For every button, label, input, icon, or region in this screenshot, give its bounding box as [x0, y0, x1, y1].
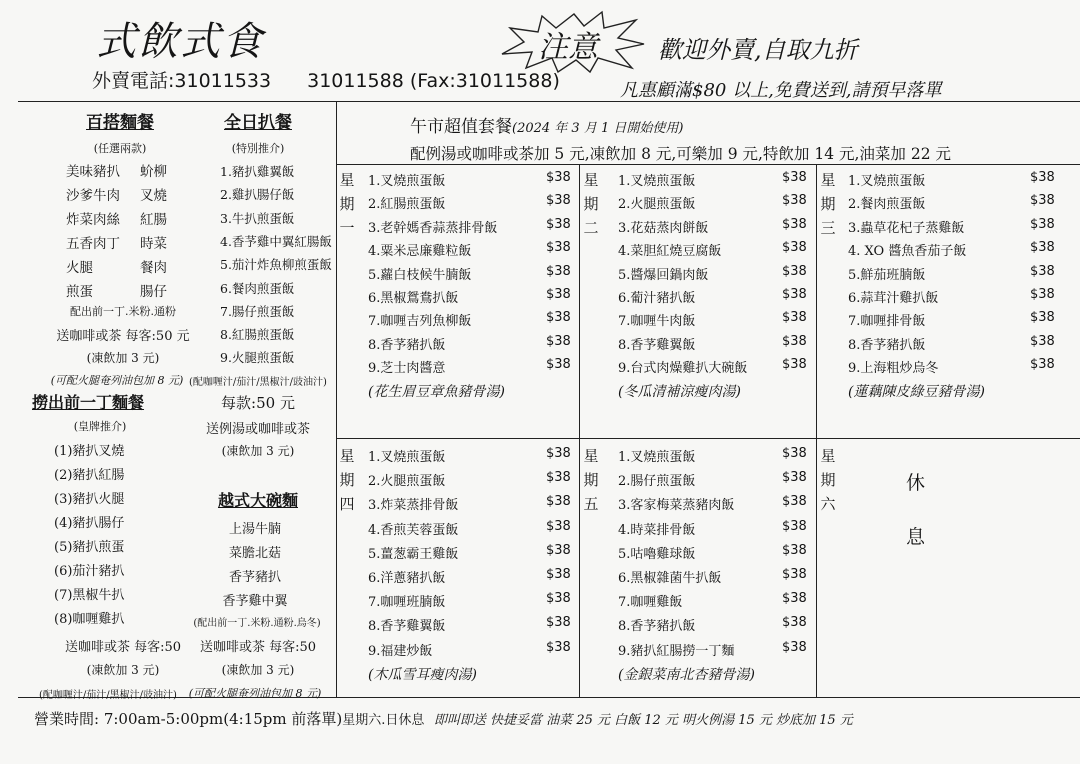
lunch-title	[410, 112, 683, 137]
lunch-item: 8.香芧豬扒飯	[368, 337, 446, 353]
day-label	[582, 444, 600, 516]
day-char: 期	[339, 471, 355, 489]
steak-item: 2.雞扒腸仔飯	[220, 187, 295, 203]
instant-noodle-item: (7)黑椒牛扒	[54, 588, 125, 603]
day-char: 期	[583, 195, 599, 213]
lunch-item: 2.紅腸煎蛋飯	[368, 197, 446, 213]
viet-noodle-item: 菜膽北菇	[228, 546, 281, 561]
lunch-price: $38	[782, 357, 807, 373]
day-char: 星	[339, 171, 355, 189]
lunch-price: $38	[782, 615, 807, 631]
viet-noodle-cold: (凍飲加 3 元)	[221, 663, 295, 677]
soup-of-day: (冬瓜清補涼瘦肉湯)	[618, 383, 741, 400]
col-divider-1	[579, 164, 580, 697]
row-divider	[336, 438, 1080, 439]
steak-price: 每款:50 元	[221, 394, 295, 412]
lunch-item: 8.香芧雞翼飯	[618, 337, 696, 353]
lunch-item: 7.咖喱班腩飯	[368, 595, 446, 611]
steak-sauce: (配咖喱汁/茄汁/黑椒汁/豉油汁)	[189, 377, 327, 388]
lunch-price: $38	[782, 639, 807, 655]
lunch-price: $38	[782, 193, 807, 209]
viet-noodle-title: 越式大碗麵	[217, 491, 298, 510]
lunch-price: $38	[546, 193, 571, 209]
instant-noodle-item: (1)豬扒叉燒	[54, 444, 125, 459]
lunch-item: 2.餐肉煎蛋飯	[848, 197, 926, 213]
viet-noodle-add-on: (可配火腿奄列油包加 8 元)	[188, 687, 322, 700]
lunch-item: 1.叉燒煎蛋飯	[618, 450, 696, 465]
noodle-cold-drink: (凍飲加 3 元)	[86, 351, 160, 365]
lunch-price: $38	[782, 333, 807, 349]
lunch-item: 7.咖喱雞飯	[618, 595, 683, 611]
lunch-price: $38	[1030, 287, 1055, 302]
lunch-item: 1.叉燒煎蛋飯	[848, 174, 926, 189]
day-char: 期	[583, 471, 599, 489]
steak-cold: (凍飲加 3 元)	[221, 444, 295, 458]
lunch-item: 7.咖喱牛肉飯	[618, 314, 696, 330]
lunch-price: $38	[546, 494, 571, 510]
menu-divider	[336, 101, 337, 697]
day-label	[582, 168, 600, 240]
day-char: 星	[820, 171, 836, 189]
lunch-item: 3.炸菜蒸排骨飯	[368, 498, 459, 514]
lunch-item: 6.葡汁豬扒飯	[618, 291, 696, 306]
lunch-price: $38	[1030, 240, 1055, 256]
viet-noodle-price: 送咖啡或茶 每客:50	[199, 640, 317, 655]
noodle-option-right: 叉燒	[140, 188, 167, 204]
lunch-price: $38	[782, 518, 807, 534]
lunch-item: 4.時菜排骨飯	[618, 522, 696, 538]
lunch-item: 9.芝士肉醬意	[368, 361, 446, 377]
top-divider	[18, 101, 1080, 102]
lunch-price: $38	[546, 446, 571, 461]
noodle-option-right: 蚧柳	[140, 164, 167, 180]
noodle-set-title: 百搭麵餐	[86, 113, 154, 133]
steak-drink: 送例湯或咖啡或茶	[205, 422, 310, 437]
lunch-price: $38	[782, 170, 807, 185]
day-char: 三	[820, 219, 836, 237]
instant-noodle-cold: (凍飲加 3 元)	[86, 663, 160, 677]
shop-logo: 式飲式食	[96, 19, 264, 65]
viet-noodle-item: 香芧豬扒	[228, 570, 281, 585]
lunch-price: $38	[546, 357, 571, 373]
noodle-option-left: 煎蛋	[66, 284, 93, 300]
footer	[34, 708, 853, 729]
steak-item: 4.香芧雞中翼紅腸飯	[220, 233, 332, 249]
day-char: 期	[820, 195, 836, 213]
lunch-price: $38	[546, 287, 571, 302]
saturday-rest-2: 息	[906, 526, 926, 548]
lunch-price: $38	[782, 567, 807, 582]
notice-title: 注意	[538, 30, 598, 65]
lunch-item: 6.蒜茸汁雞扒飯	[848, 291, 939, 306]
instant-noodle-item: (2)豬扒紅腸	[54, 468, 125, 483]
lunch-price: $38	[1030, 263, 1055, 279]
lunch-price: $38	[782, 216, 807, 232]
lunch-item: 9.豬扒紅腸撈一丁麵	[618, 643, 735, 659]
lunch-item: 2.腸仔煎蛋飯	[618, 474, 696, 490]
saturday-rest-1: 休	[906, 472, 926, 494]
lunch-item: 5.鮮茄班腩飯	[848, 267, 926, 283]
lunch-price: $38	[546, 310, 571, 326]
lunch-item: 6.黑椒雜菌牛扒飯	[618, 571, 722, 586]
lunch-price: $38	[782, 446, 807, 461]
lunch-price: $38	[546, 591, 571, 607]
noodle-option-left: 五香肉丁	[66, 236, 120, 252]
instant-noodle-title: 撈出前一丁麵餐	[32, 393, 145, 412]
lunch-item: 2.火腿煎蛋飯	[618, 197, 696, 213]
steak-item: 8.紅腸煎蛋飯	[220, 327, 295, 343]
viet-noodle-note: (配出前一丁.米粉.通粉.烏冬)	[193, 618, 321, 629]
lunch-price: $38	[546, 542, 571, 558]
lunch-price: $38	[782, 542, 807, 558]
lunch-item: 9.上海粗炒烏冬	[848, 361, 939, 377]
lunch-title-text: 午市超值套餐	[410, 117, 512, 137]
lunch-item: 6.黑椒鴛鴦扒飯	[368, 291, 459, 306]
lunch-item: 2.火腿煎蛋飯	[368, 474, 446, 490]
day-char: 期	[339, 195, 355, 213]
lunch-addon: 配例湯或咖啡或茶加 5 元,凍飲加 8 元,可樂加 9 元,特飲加 14 元,油菜加 22 元	[410, 145, 952, 163]
lunch-item: 4.菜胆紅燒豆腐飯	[618, 244, 722, 260]
lunch-price: $38	[546, 216, 571, 232]
lunch-item: 8.香芧豬扒飯	[848, 337, 926, 353]
soup-of-day: (金銀菜南北杏豬骨湯)	[618, 666, 755, 683]
lunch-item: 4. XO 醬魚香茄子飯	[848, 244, 967, 260]
soup-of-day: (木瓜雪耳瘦肉湯)	[368, 666, 477, 683]
lunch-price: $38	[1030, 357, 1055, 373]
lunch-price: $38	[546, 170, 571, 185]
day-char: 六	[820, 495, 836, 513]
steak-item: 9.火腿煎蛋飯	[220, 350, 295, 366]
lunch-item: 3.客家梅菜蒸豬肉飯	[618, 498, 735, 514]
lunch-price: $38	[546, 615, 571, 631]
noodle-option-right: 時菜	[140, 236, 167, 252]
noodle-set-subtitle: (任選兩款)	[93, 142, 147, 155]
day-char: 星	[583, 447, 599, 465]
lunch-start-date: (2024 年 3 月 1 日開始使用)	[512, 121, 684, 136]
steak-item: 1.豬扒雞翼飯	[220, 164, 295, 179]
day-char: 四	[339, 495, 355, 513]
day-label	[338, 444, 356, 516]
lunch-item: 1.叉燒煎蛋飯	[368, 450, 446, 465]
lunch-price: $38	[1030, 170, 1055, 185]
lunch-item: 4.粟米忌廉雞粒飯	[368, 244, 472, 260]
instant-noodle-subtitle: (皇牌推介)	[73, 420, 127, 433]
steak-set-subtitle: (特別推介)	[231, 142, 285, 155]
lunch-item: 8.香芧雞翼飯	[368, 619, 446, 635]
noodle-note: 配出前一丁.米粉.通粉	[70, 305, 176, 318]
lunch-price: $38	[1030, 193, 1055, 209]
notice-takeaway: 歡迎外賣,自取九折	[658, 36, 858, 64]
instant-noodle-item: (4)豬扒腸仔	[54, 516, 125, 531]
notice-delivery: 凡惠顧滿$80 以上,免費送到,請預早落單	[620, 80, 942, 101]
lunch-price: $38	[546, 470, 571, 486]
day-char: 二	[583, 219, 599, 237]
lunch-item: 1.叉燒煎蛋飯	[368, 174, 446, 189]
lunch-item: 5.蘿白枝候牛腩飯	[368, 267, 472, 283]
noodle-option-left: 炸菜肉絲	[66, 212, 120, 228]
day-char: 五	[583, 495, 599, 513]
lunch-price: $38	[546, 639, 571, 655]
instant-noodle-item: (3)豬扒火腿	[54, 492, 125, 507]
noodle-option-right: 紅腸	[140, 212, 167, 228]
lunch-item: 7.咖喱吉列魚柳飯	[368, 314, 472, 330]
steak-item: 5.茄汁炸魚柳煎蛋飯	[220, 257, 332, 273]
phone-secondary: 31011588 (Fax:31011588)	[307, 70, 560, 92]
lunch-header-divider	[336, 164, 1080, 165]
day-label	[338, 168, 356, 240]
lunch-item: 9.福建炒飯	[368, 643, 433, 659]
noodle-option-left: 美味豬扒	[66, 164, 120, 180]
day-char: 星	[339, 447, 355, 465]
day-char: 一	[339, 219, 355, 237]
lunch-item: 5.薑葱霸王雞飯	[368, 546, 459, 562]
soup-of-day: (蓮藕陳皮綠豆豬骨湯)	[848, 383, 985, 400]
day-char: 期	[820, 471, 836, 489]
phone-numbers	[92, 66, 560, 93]
instant-noodle-sauce: (配咖喱汁/茄汁/黑椒汁/豉油汁)	[39, 690, 177, 701]
soup-of-day: (花生眉豆章魚豬骨湯)	[368, 383, 505, 400]
lunch-item: 8.香芧豬扒飯	[618, 619, 696, 635]
lunch-item: 6.洋蔥豬扒飯	[368, 571, 446, 586]
lunch-price: $38	[1030, 216, 1055, 232]
lunch-price: $38	[546, 333, 571, 349]
viet-noodle-item: 香芧雞中翼	[222, 594, 288, 609]
lunch-price: $38	[782, 240, 807, 256]
lunch-price: $38	[546, 263, 571, 279]
instant-noodle-price: 送咖啡或茶 每客:50	[64, 640, 182, 655]
business-hours: 營業時間: 7:00am-5:00pm(4:15pm 前落單)	[34, 710, 343, 728]
day-char: 星	[583, 171, 599, 189]
instant-noodle-item: (6)茄汁豬扒	[54, 564, 125, 579]
viet-noodle-item: 上湯牛腩	[228, 522, 281, 537]
lunch-item: 9.台式肉燥雞扒大碗飯	[618, 361, 748, 377]
lunch-item: 3.蟲草花杞子蒸雞飯	[848, 220, 965, 236]
lunch-price: $38	[1030, 333, 1055, 349]
lunch-price: $38	[782, 494, 807, 510]
col-divider-2	[816, 164, 817, 697]
lunch-price: $38	[782, 470, 807, 486]
steak-item: 3.牛扒煎蛋飯	[220, 210, 295, 226]
instant-noodle-item: (5)豬扒煎蛋	[54, 540, 125, 555]
lunch-price: $38	[782, 310, 807, 326]
closed-days: 星期六.日休息	[342, 713, 425, 728]
lunch-price: $38	[546, 567, 571, 582]
noodle-option-right: 餐肉	[140, 260, 167, 276]
lunch-item: 7.咖喱排骨飯	[848, 314, 926, 330]
lunch-item: 5.咕嚕雞球飯	[618, 546, 696, 562]
day-char: 星	[820, 447, 836, 465]
noodle-option-right: 腸仔	[140, 284, 167, 300]
footer-info: 即叫即送 快捷妥當 油菜 25 元 白飯 12 元 明火例湯 15 元 炒底加 15 元	[433, 713, 853, 728]
noodle-price: 送咖啡或茶 每客:50 元	[56, 329, 190, 344]
steak-set-title: 全日扒餐	[224, 113, 292, 133]
lunch-item: 5.醬爆回鍋肉飯	[618, 267, 709, 283]
lunch-item: 3.花菇蒸肉餅飯	[618, 220, 709, 236]
day-label	[819, 168, 837, 240]
lunch-item: 3.老幹媽香蒜蒸排骨飯	[368, 220, 498, 236]
phone-primary: 外賣電話:31011533	[92, 70, 272, 92]
instant-noodle-item: (8)咖喱雞扒	[54, 612, 125, 627]
lunch-item: 1.叉燒煎蛋飯	[618, 174, 696, 189]
lunch-price: $38	[782, 287, 807, 302]
steak-item: 6.餐肉煎蛋飯	[220, 280, 295, 296]
lunch-price: $38	[1030, 310, 1055, 326]
noodle-option-left: 火腿	[66, 260, 93, 276]
steak-item: 7.腸仔煎蛋飯	[220, 303, 295, 319]
noodle-option-left: 沙爹牛肉	[66, 188, 120, 204]
saturday-day-label	[819, 444, 837, 516]
lunch-price: $38	[782, 263, 807, 279]
noodle-add-on: (可配火腿奄列油包加 8 元)	[50, 374, 184, 387]
lunch-price: $38	[782, 591, 807, 607]
lunch-price: $38	[546, 240, 571, 256]
lunch-item: 4.香煎芙蓉蛋飯	[368, 522, 459, 538]
lunch-price: $38	[546, 518, 571, 534]
